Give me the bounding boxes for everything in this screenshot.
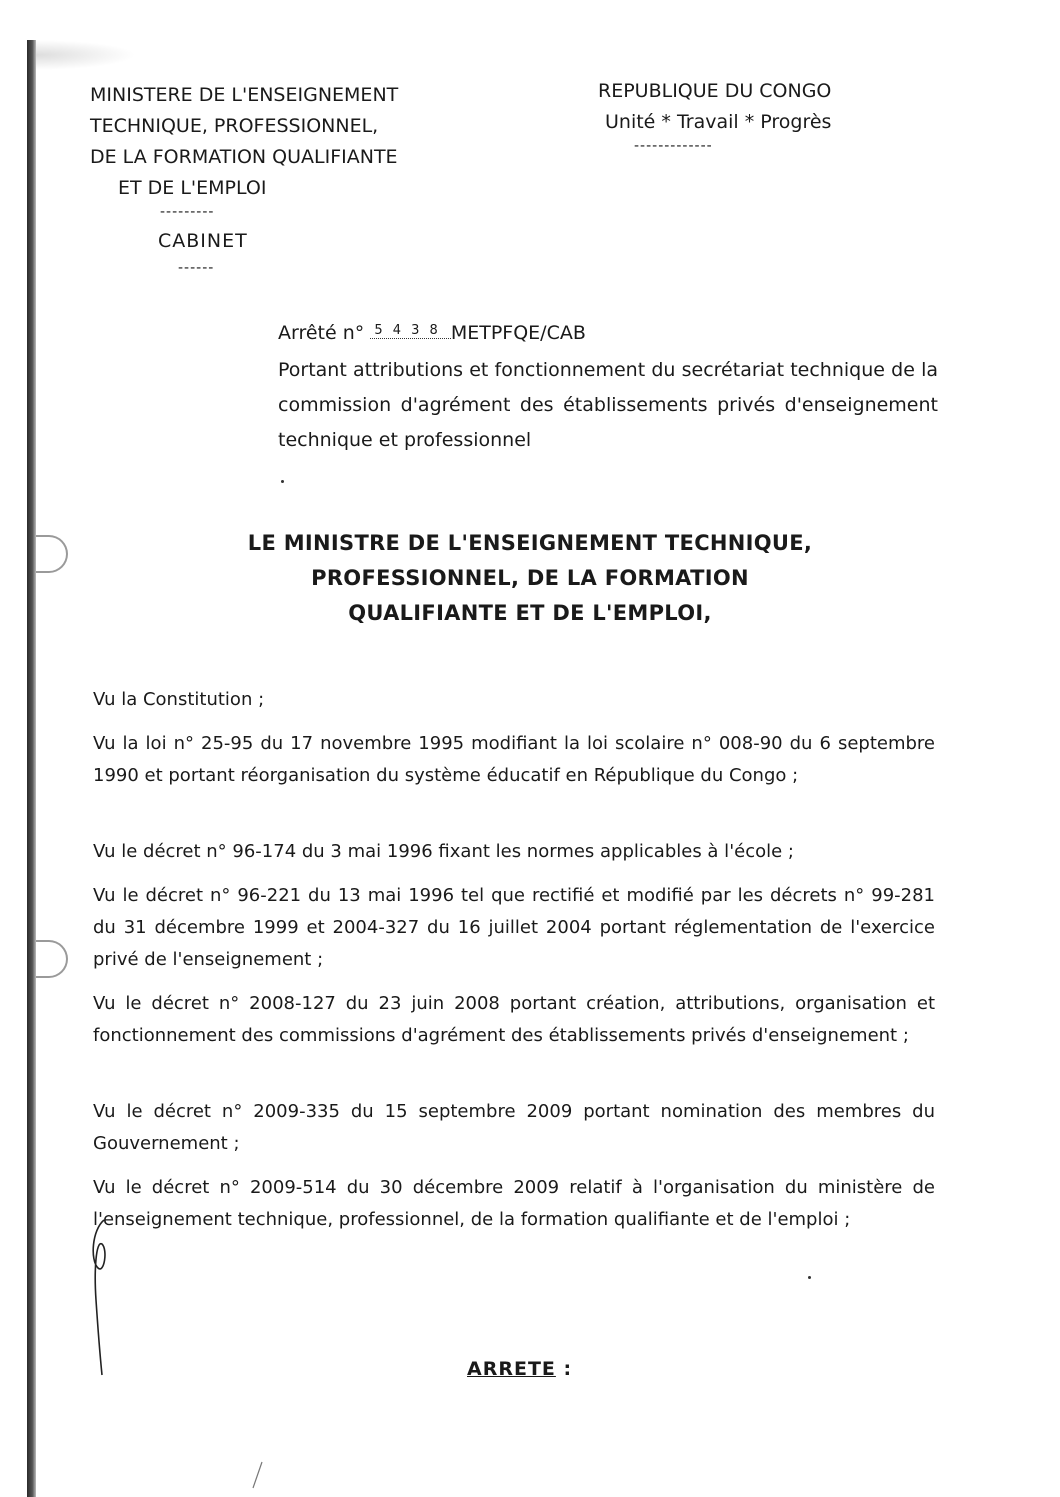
cabinet-label: CABINET	[158, 230, 248, 252]
ministry-line: TECHNIQUE, PROFESSIONNEL,	[90, 115, 379, 137]
punch-hole-icon	[36, 940, 68, 978]
decree-heading-colon: :	[563, 1358, 573, 1380]
minister-title-line: PROFESSIONNEL, DE LA FORMATION	[311, 566, 749, 590]
ministry-line: DE LA FORMATION QUALIFIANTE	[90, 146, 398, 168]
visa-paragraph: Vu la loi n° 25-95 du 17 novembre 1995 modifiant la loi scolaire n° 008-90 du 6 septembre 1990 et portant réorganisation du système éducatif en République du Congo ;	[93, 733, 935, 786]
ministry-line: ET DE L'EMPLOI	[118, 177, 267, 199]
visa-paragraph: Vu la Constitution ;	[93, 689, 265, 710]
visa-paragraph: Vu le décret n° 96-221 du 13 mai 1996 tel que rectifié et modifié par les décrets n° 99-281 du 31 décembre 1999 et 2004-327 du 16 juillet 2004 portant réglementation de l'exercice privé de l'enseignement ;	[93, 885, 935, 970]
national-motto: Unité * Travail * Progrès	[605, 111, 832, 133]
republic-separator: -------------	[634, 138, 713, 154]
arrete-block	[278, 316, 938, 458]
arrete-suffix: METPFQE/CAB	[450, 322, 586, 344]
visa-paragraph: Vu le décret n° 2009-335 du 15 septembre 2009 portant nomination des membres du Gouvernement ;	[93, 1101, 935, 1154]
stray-mark	[281, 480, 284, 483]
minister-title	[150, 526, 910, 631]
ministry-line: MINISTERE DE L'ENSEIGNEMENT	[90, 84, 399, 106]
minister-title-line: LE MINISTRE DE L'ENSEIGNEMENT TECHNIQUE,	[247, 531, 813, 555]
arrete-number: 5 4 3 8	[370, 323, 450, 339]
punch-hole-icon	[36, 535, 68, 573]
republic-header	[598, 76, 831, 138]
arrete-prefix: Arrêté n°	[278, 322, 365, 344]
visa-paragraph: Vu le décret n° 2009-514 du 30 décembre 2009 relatif à l'organisation du ministère de l'enseignement technique, professionnel, de la formation qualifiante et de l'emploi ;	[93, 1177, 935, 1230]
visa-paragraph: Vu le décret n° 2008-127 du 23 juin 2008 portant création, attributions, organisation et fonctionnement des commissions d'agrément des établissements privés d'enseignement ;	[93, 993, 935, 1046]
stray-stroke-icon	[250, 1460, 264, 1490]
scan-smudge	[36, 40, 136, 70]
decree-heading	[467, 1358, 572, 1380]
arrete-subject: Portant attributions et fonctionnement du secrétariat technique de la commission d'agrément des établissements privés d'enseignement technique et professionnel	[278, 359, 938, 451]
ministry-separator: ---------	[160, 204, 215, 220]
cabinet-separator: ------	[178, 260, 215, 276]
stray-mark	[808, 1276, 811, 1279]
ministry-header	[90, 80, 470, 204]
minister-title-line: QUALIFIANTE ET DE L'EMPLOI,	[348, 601, 712, 625]
republic-name: REPUBLIQUE DU CONGO	[598, 80, 832, 102]
pen-stroke-icon	[78, 1210, 118, 1380]
decree-heading-word: ARRETE	[467, 1358, 556, 1380]
visa-paragraph: Vu le décret n° 96-174 du 3 mai 1996 fixant les normes applicables à l'école ;	[93, 841, 794, 862]
scan-border	[27, 40, 36, 1497]
arrete-reference	[278, 316, 938, 353]
